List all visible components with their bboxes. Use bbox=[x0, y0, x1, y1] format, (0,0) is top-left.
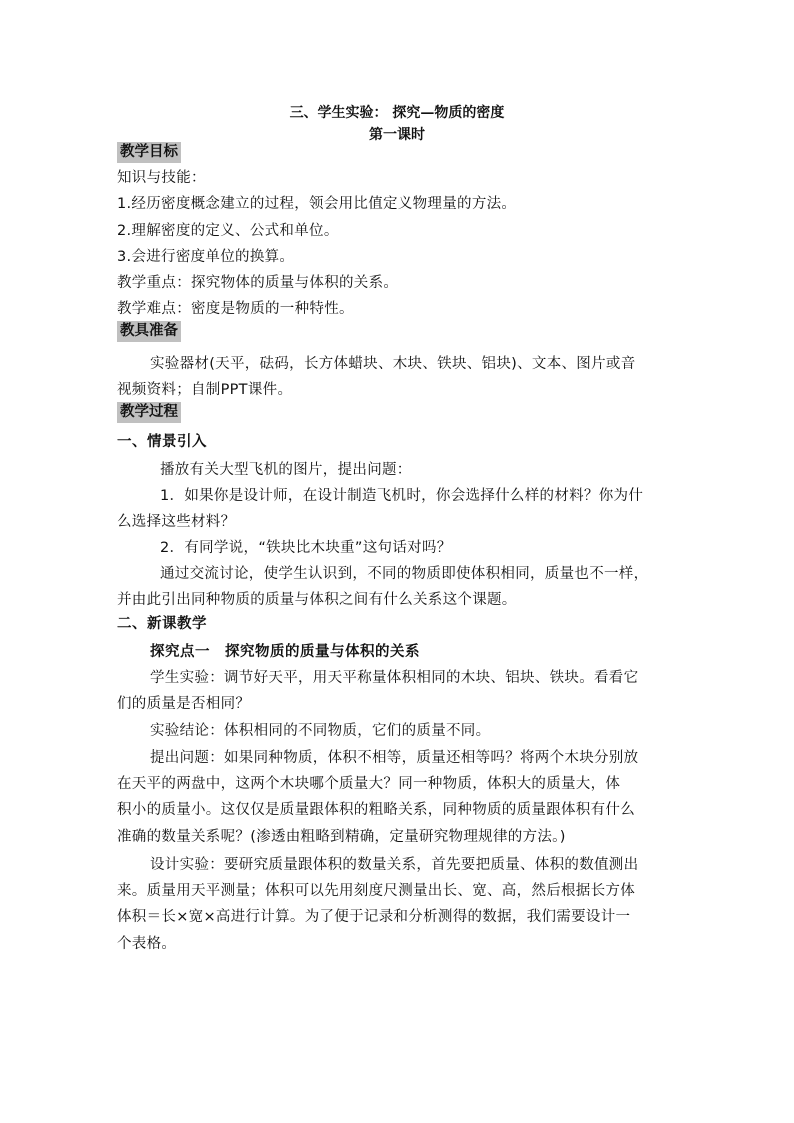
objective-item-2: 2.理解密度的定义、公式和单位。 bbox=[117, 223, 339, 239]
design-para-line-4: 个表格。 bbox=[117, 936, 177, 952]
objective-item-3: 3.会进行密度单位的换算。 bbox=[117, 249, 295, 265]
heading-tools: 教具准备 bbox=[117, 321, 181, 342]
question-para-line-2: 在天平的两盘中，这两个木块哪个质量大？同一种物质，体积大的质量大，体 bbox=[117, 776, 621, 792]
question-para-line-1: 提出问题：如果同种物质，体积不相等，质量还相等吗？将两个木块分别放 bbox=[150, 750, 639, 766]
objective-item-1: 1.经历密度概念建立的过程，领会用比值定义物理量的方法。 bbox=[117, 196, 517, 212]
section-1-intro: 播放有关大型飞机的图片，提出问题： bbox=[160, 462, 412, 478]
difficulty: 教学难点：密度是物质的一种特性。 bbox=[117, 301, 354, 317]
heading-process: 教学过程 bbox=[117, 402, 181, 423]
document-title: 三、学生实验： 探究—物质的密度 bbox=[289, 105, 505, 121]
discussion-line-2: 并由此引出同种物质的质量与体积之间有什么关系这个课题。 bbox=[117, 592, 517, 608]
design-para-line-1: 设计实验：要研究质量跟体积的数量关系，首先要把质量、体积的数值测出 bbox=[150, 857, 639, 873]
question-para-line-4: 准确的数量关系呢？(渗透由粗略到精确，定量研究物理规律的方法。) bbox=[117, 829, 566, 845]
question-para-line-3: 积小的质量小。这仅仅是质量跟体积的粗略关系，同种物质的质量跟体积有什么 bbox=[117, 802, 635, 818]
section-2-title: 二、新课教学 bbox=[117, 615, 207, 632]
explore-point-title: 探究点一 探究物质的质量与体积的关系 bbox=[150, 643, 420, 660]
question-2: 2．有同学说，“铁块比木块重”这句话对吗？ bbox=[160, 540, 452, 556]
document-subtitle: 第一课时 bbox=[369, 127, 425, 143]
design-para-line-2: 来。质量用天平测量；体积可以先用刻度尺测量出长、宽、高，然后根据长方体 bbox=[117, 883, 635, 899]
question-1-line-2: 么选择这些材料？ bbox=[117, 514, 236, 530]
knowledge-label: 知识与技能： bbox=[117, 170, 206, 186]
key-point: 教学重点：探究物体的质量与体积的关系。 bbox=[117, 275, 399, 291]
experiment-conclusion: 实验结论：体积相同的不同物质，它们的质量不同。 bbox=[150, 723, 491, 739]
tools-line-2: 视频资料；自制PPT课件。 bbox=[117, 382, 293, 398]
discussion-line-1: 通过交流讨论，使学生认识到，不同的物质即使体积相同，质量也不一样， bbox=[160, 566, 649, 582]
experiment-line-2: 们的质量是否相同？ bbox=[117, 696, 251, 712]
experiment-line-1: 学生实验：调节好天平，用天平称量体积相同的木块、铝块、铁块。看看它 bbox=[150, 670, 639, 686]
design-para-line-3: 体积＝长×宽×高进行计算。为了便于记录和分析测得的数据，我们需要设计一 bbox=[117, 909, 631, 925]
section-1-title: 一、情景引入 bbox=[117, 433, 207, 450]
tools-line-1: 实验器材(天平，砝码，长方体蜡块、木块、铁块、铝块)、文本、图片或音 bbox=[150, 356, 636, 372]
heading-objectives: 教学目标 bbox=[117, 142, 181, 163]
question-1-line-1: 1．如果你是设计师，在设计制造飞机时，你会选择什么样的材料？你为什 bbox=[160, 488, 644, 504]
